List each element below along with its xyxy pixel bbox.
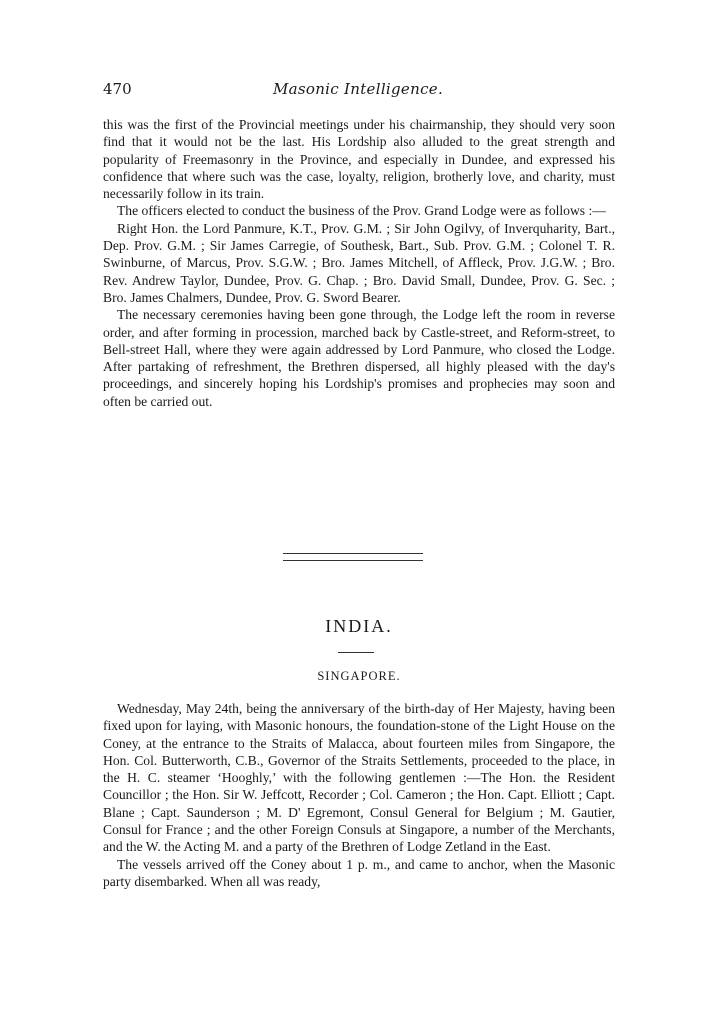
article-body <box>103 700 615 890</box>
paragraph: The officers elected to conduct the business of the Prov. Grand Lodge were as follows :— <box>117 203 606 219</box>
page-header <box>103 80 613 102</box>
section-heading: INDIA. <box>325 616 393 636</box>
running-title: Masonic Intelligence. <box>272 80 444 98</box>
article-continuation <box>103 116 615 410</box>
paragraph: The necessary ceremonies having been gone through, the Lodge left the room in reverse order, and after forming in procession, marched back by Castle-street, and Reform-street, to Bell-street Hall, where they were again addressed by Lord Panmure, who closed the Lodge. After partaking of refreshment, the Brethren dispersed, all highly pleased with the day's proceedings, and sincerely hoping his Lordship's promises and prophecies may soon and often be carried out. <box>103 307 615 409</box>
paragraph: Right Hon. the Lord Panmure, K.T., Prov. G.M. ; Sir John Ogilvy, of Inverquharity, Bart., Dep. Prov. G.M. ; Sir James Carregie, of Southesk, Bart., Sub. Prov. G.M. ; Colonel T. R. Swinburne, of Marcus, Prov. S.G.W. ; Bro. James Mitchell, of Affleck, Prov. J.G.W. ; Bro. Rev. Andrew Taylor, Dundee, Prov. G. Chap. ; Bro. David Small, Dundee, Prov. G. Sec. ; Bro. James Chalmers, Dundee, Prov. G. Sword Bearer. <box>103 220 615 305</box>
paragraph: this was the first of the Provincial meetings under his chairmanship, they should very soon find that it would not be the last. His Lordship also alluded to the great strength and popularity of Freemasonry in the Province, and especially in Dundee, and expressed his confidence that where such was the case, loyalty, religion, brotherly love, and charity, must necessarily follow in its train. <box>103 117 615 202</box>
page-number: 470 <box>103 80 132 98</box>
section-subheading: SINGAPORE. <box>317 669 401 683</box>
paragraph: The vessels arrived off the Coney about 1 p. m., and came to anchor, when the Masonic party disembarked. When all was ready, <box>103 856 615 889</box>
heading-rule <box>338 652 374 653</box>
paragraph: Wednesday, May 24th, being the anniversary of the birth-day of Her Majesty, having been fixed upon for laying, with Masonic honours, the foundation-stone of the Light House on the Coney, at the entrance to the Straits of Malacca, about fourteen miles from Singapore, the Hon. Col. Butterworth, C.B., Governor of the Straits Settlements, proceeded to the place, in the H. C. steamer ‘Hooghly,’ with the following gentlemen :—The Hon. the Resident Councillor ; the Hon. Sir W. Jeffcott, Recorder ; Col. Cameron ; the Hon. Capt. Elliott ; Capt. Blane ; Capt. Saunderson ; M. D' Egremont, Consul General for Belgium ; M. Gautier, Consul for France ; and the other Foreign Consuls at Singapore, a number of the Merchants, and the W. the Acting M. and a party of the Brethren of Lodge Zetland in the East. <box>103 701 615 855</box>
section-divider <box>283 553 423 561</box>
